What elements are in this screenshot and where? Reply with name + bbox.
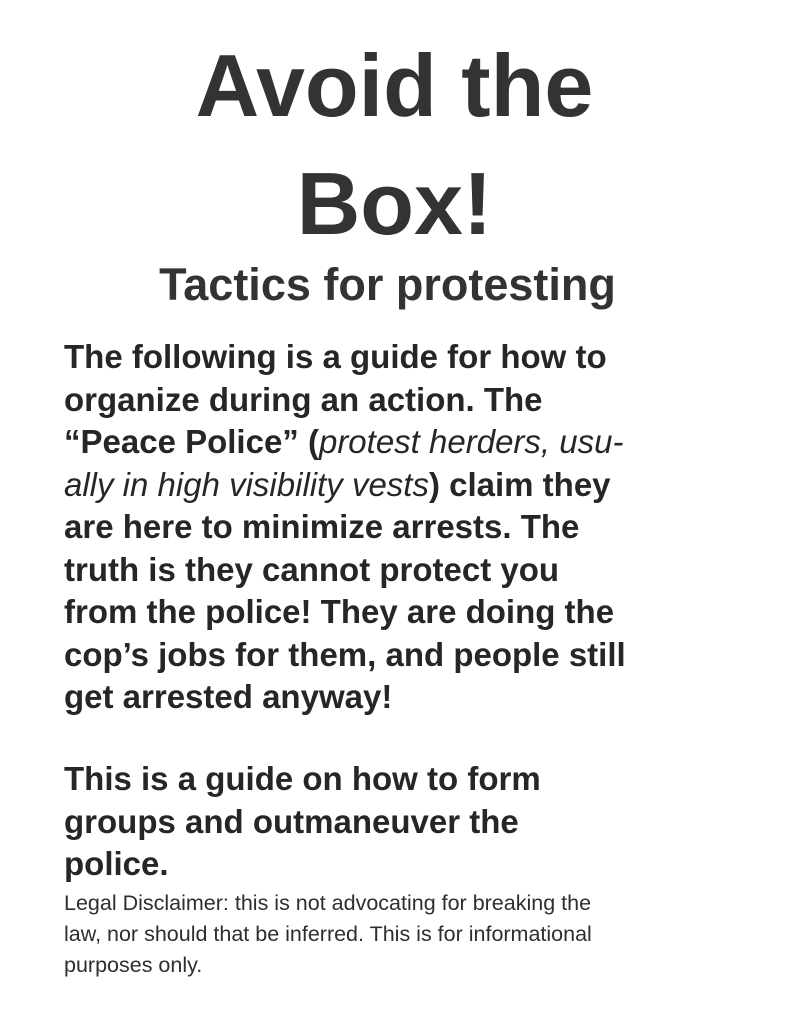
- guide-paragraph: [64, 758, 764, 886]
- peace-police-definition-part-1: protest herders, usu-: [318, 423, 624, 460]
- guide-line-1: This is a guide on how to form: [64, 760, 541, 797]
- title-line-1: Avoid the: [195, 36, 594, 135]
- disclaimer-line-2: law, nor should that be inferred. This is for informational: [64, 922, 592, 946]
- legal-disclaimer: [64, 888, 764, 981]
- intro-paragraph: [64, 336, 764, 719]
- disclaimer-line-3: purposes only.: [64, 953, 203, 977]
- intro-line-4: [64, 464, 764, 507]
- intro-line-7: from the police! They are doing the: [64, 593, 615, 630]
- intro-line-5: are here to minimize arrests. The: [64, 508, 580, 545]
- intro-line-4-rest: ) claim they: [428, 465, 611, 503]
- subtitle: Tactics for protesting: [159, 259, 616, 310]
- guide-line-3: police.: [64, 845, 169, 882]
- guide-line-2: groups and outmaneuver the: [64, 802, 519, 840]
- intro-line-6: truth is they cannot protect you: [64, 550, 560, 588]
- title-line-2: Box!: [296, 154, 493, 253]
- peace-police-label: “Peace Police” (: [64, 423, 319, 460]
- intro-line-9: get arrested anyway!: [64, 678, 393, 715]
- peace-police-definition-part-2: ally in high visibility vests: [64, 465, 429, 503]
- intro-line-3: [64, 421, 764, 464]
- intro-line-8: cop’s jobs for them, and people still: [64, 635, 626, 673]
- intro-line-2: organize during an action. The: [64, 380, 543, 418]
- disclaimer-line-1: Legal Disclaimer: this is not advocating for breaking the: [64, 891, 592, 915]
- intro-line-1: The following is a guide for how to: [64, 338, 607, 375]
